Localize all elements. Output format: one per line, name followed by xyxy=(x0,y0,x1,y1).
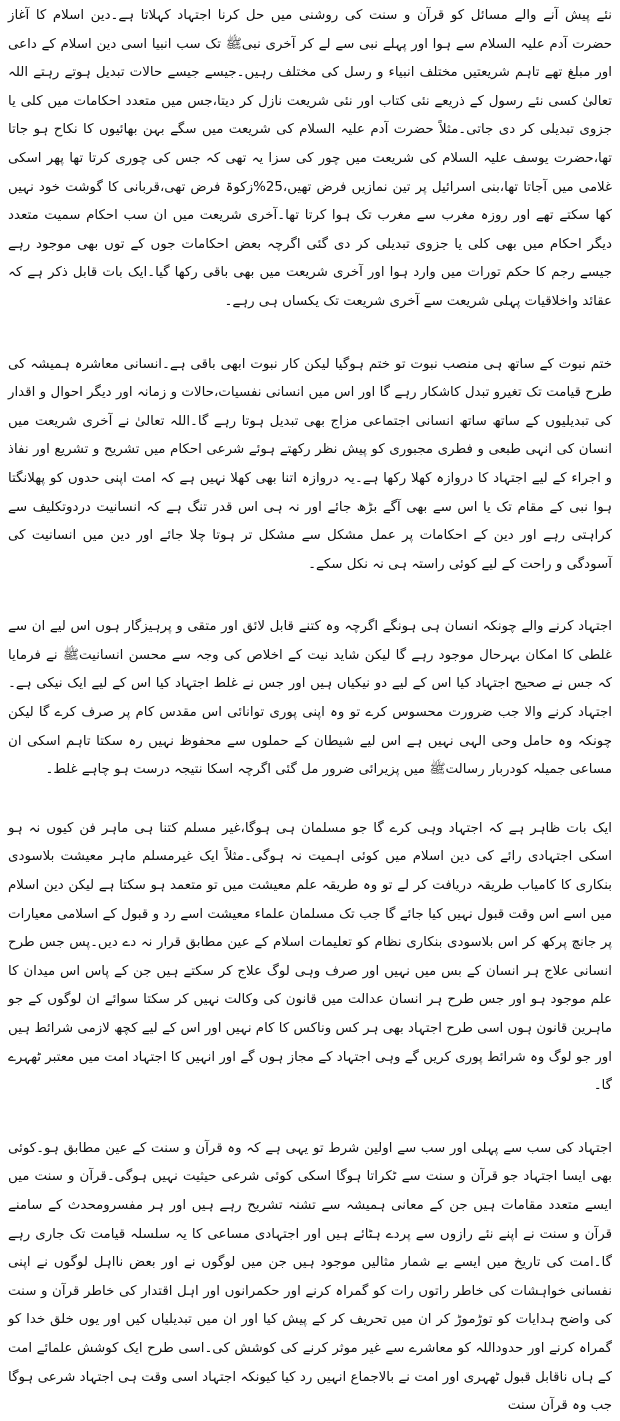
paragraph-ijtihad-definition: نئے پیش آنے والے مسائل کو قرآن و سنت کی روشنی میں حل کرنا اجتہاد کہلاتا ہے۔دین اسلام کا آغاز حضرت آدم علیہ السلام سے ہوا اور پہلے نبی سے لے کر آخری نبیﷺ تک سب انبیا اسی دین اسلام کے داعی اور مبلغ تھے تاہم شریعتیں مختلف انبیاء و رسل کی مختلف رہیں۔جیسے جیسے حالات تبدیل ہوتے رہتے اللہ تعالیٰ کسی نئے رسول کے ذریعے نئی کتاب اور نئی شریعت نازل کر دیتا،جس میں متعدد احکامات میں کلی یا جزوی تبدیلی کر دی جاتی۔مثلاً حضرت آدم علیہ السلام کی شریعت میں سگے بہن بھائیوں کا نکاح ہو جاتا تھا،حضرت یوسف علیہ السلام کی شریعت میں چور کی سزا یہ تھی کہ جس کی چوری کرتا تھا پھر اسکی غلامی میں آجاتا تھا،بنی اسرائیل پر تین نمازیں فرض تھیں،25%زکوۃ فرض تھی،قربانی کا گوشت خود نہیں کھا سکتے تھے اور روزہ مغرب سے مغرب تک ہوا کرتا تھا۔آخری شریعت میں ان سب احکام سمیت متعدد دیگر احکام میں بھی کلی یا جزوی تبدیلی کر دی گئی اگرچہ بعض احکامات جوں کے توں بھی موجود رہے جیسے رجم کا حکم تورات میں وارد ہوا اور آخری شریعت میں بھی باقی رکھا گیا۔ایک بات قابل ذکر ہے کہ عقائد واخلاقیات پہلی شریعت سے آخری شریعت تک یکساں ہی رہے۔ xyxy=(8,8,613,309)
paragraph-spacer xyxy=(8,579,612,613)
paragraph-spacer xyxy=(8,317,612,351)
paragraph-spacer xyxy=(8,1101,612,1135)
paragraph-finality-of-prophethood: ختم نبوت کے ساتھ ہی منصب نبوت تو ختم ہوگیا لیکن کار نبوت ابھی باقی ہے۔انسانی معاشرہ ہمیشہ کی طرح قیامت تک تغیرو تبدل کاشکار رہے گا اور اس میں انسانی نفسیات،حالات و زمانہ اور دیگر احوال و اقدار کی تبدیلیوں کے ساتھ ساتھ انسانی اجتماعی مزاج بھی تبدیل ہوتا رہے گا۔اللہ تعالیٰ نے آخری شریعت میں انسان کی انہی طبعی و فطری مجبوری کو پیش نظر رکھتے ہوئے شرعی احکام میں تشریح و تشریع اور نفاذ و اجراء کے لیے اجتہاد کا دروازہ کھلا رکھا ہے۔یہ دروازہ اتنا بھی کھلا نہیں ہے کہ امت اپنی حدوں کو پھلانگتا ہوا نبی کے مقام تک یا اس سے بھی آگے بڑھ جائے اور نہ ہی اس قدر تنگ ہے کہ انسانیت دردوتکلیف سے کراہتی رہے اور دین کے احکامات پر عمل مشکل سے مشکل تر ہوتا چلا جائے اور دین میں انسانیت کی آسودگی و راحت کے لیے کوئی راستہ ہی نہ نکل سکے۔ xyxy=(8,356,612,572)
paragraph-possibility-of-error: اجتہاد کرنے والے چونکہ انسان ہی ہونگے اگرچہ وہ کتنے قابل لائق اور متقی و پرہیزگار ہوں اس لیے ان سے غلطی کا امکان بہرحال موجود رہے گا لیکن شاید نیت کے اخلاص کی وجہ سے محسن انسانیتﷺ نے فرمایا کہ جس نے صحیح اجتہاد کیا اس کے لیے دو نیکیاں ہیں اور جس نے غلط اجتہاد کیا اس کے لیے ایک نیکی ہے۔اجتہاد کرنے والا جب ضرورت محسوس کرے تو وہ اپنی پوری توانائی اس مقدس کام پر صرف کرے گا لیکن چونکہ وہ حامل وحی الہی نہیں ہے اس لیے شیطان کے حملوں سے محفوظ نہیں رہ سکتا تاہم اسکی ان مساعی جمیلہ کودربار رسالتﷺ میں پزیرائی ضرور مل گئی اگرچہ اسکا نتیجہ درست ہو چاہے غلط۔ xyxy=(8,619,612,778)
paragraph-spacer xyxy=(8,785,612,815)
paragraph-first-condition: اجتہاد کی سب سے پہلی اور سب سے اولین شرط تو یہی ہے کہ وہ قرآن و سنت کے عین مطابق ہو۔کوئی بھی ایسا اجتہاد جو قرآن و سنت سے ٹکراتا ہوگا اسکی کوئی شرعی حیثیت نہیں ہوگی۔قرآن و سنت میں ایسے متعدد مقامات ہیں جن کے معانی ہمیشہ سے تشنہ تشریح رہے ہیں اور ہر مفسرومحدث کے سامنے قرآن و سنت نے اپنے نئے رازوں سے پردے ہٹائے ہیں اور اجتہادی مساعی کا یہ سلسلہ قیامت تک جاری رہے گا۔امت کی تاریخ میں ایسے بے شمار مثالیں موجود ہیں جن میں لوگوں نے اور بعض نااہل لوگوں نے اپنی نفسانی خواہشات کی خاطر راتوں رات کو گمراہ کرنے اور حکمرانوں اور اہل اقتدار کی خاطر قرآن و سنت کی واضح ہدایات کو توڑموڑ کر ان میں تحریف کر کے پیش کیا اور ان میں تبدیلیاں کیں اور یوں خلق خدا کو گمراہ کرنے اور حدوداللہ کو معاشرے سے غیر موثر کرنے کی کوشش کی۔اسی طرح ایک کوشش علمائے امت کے ہاں ناقابل قبول ٹھہری اور امت نے بالاجماع انہیں رد کیا کیونکہ اجتہاد اسی وقت ہی اجتہاد شرعی ہوگا جب وہ قرآن سنت xyxy=(8,1140,612,1414)
paragraph-who-can-do-ijtihad: ایک بات ظاہر ہے کہ اجتہاد وہی کرے گا جو مسلمان ہی ہوگا،غیر مسلم کتنا ہی ماہر فن کیوں نہ ہو اسکی اجتہادی رائے کی دین اسلام میں کوئی اہمیت نہ ہوگی۔مثلاً ایک غیرمسلم ماہر معیشت بلاسودی بنکاری کا کامیاب طریقہ دریافت کر لے تو وہ طریقہ علم معیشت میں تو متعمد ہو سکتا ہے لیکن دین اسلام میں اسے اس وقت قبول نہیں کیا جائے گا جب تک مسلمان علماء معیشت اسے رد و قبول کے اسلامی معیارات پر جانچ پرکھ کر اس بلاسودی بنکاری نظام کو تعلیمات اسلام کے عین مطابق قرار نہ دے دیں۔پس جس طرح انسانی علاج ہر انسان کے بس میں نہیں اور صرف وہی لوگ علاج کر سکتے ہیں جن کے پاس اس میدان کا علم موجود ہو اور جس طرح ہر انسان عدالت میں قانون کی وکالت نہیں کر سکتا سوائے ان لوگوں کے جو ماہرین قانون ہوں اسی طرح اجتہاد بھی ہر کس وناکس کا کام نہیں اور اس کے لیے کچھ لازمی شرائط ہیں اور جو لوگ وہ شرائط پوری کریں گے وہی اجتہاد کے مجاز ہوں گے اور انہیں کا اجتہاد امت میں معتبر ٹھہرے گا۔ xyxy=(8,820,612,1094)
